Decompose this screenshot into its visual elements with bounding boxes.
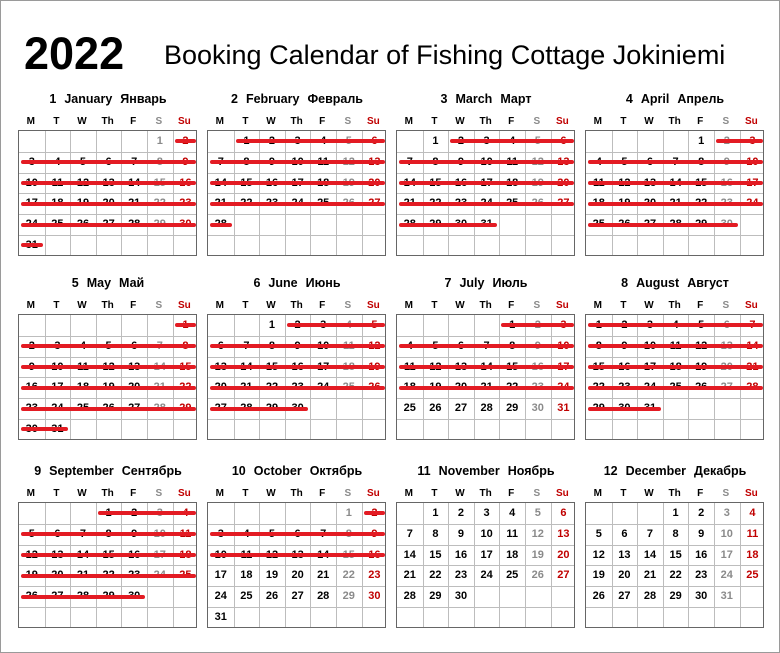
day-cell[interactable]: 19 [265, 569, 279, 582]
booked-strike [210, 344, 385, 348]
day-cell[interactable]: 10 [480, 527, 493, 540]
weekday-label: F [508, 488, 515, 499]
day-cell[interactable]: 2 [457, 507, 465, 519]
weekday-label: Th [290, 300, 303, 311]
booked-strike [236, 139, 386, 143]
booked-strike [98, 511, 196, 515]
weekday-label: M [404, 488, 413, 499]
weekday-label: Th [101, 300, 114, 311]
weekday-label: T [431, 300, 438, 311]
day-cell[interactable]: 15 [669, 548, 682, 561]
day-cell[interactable]: 20 [557, 548, 570, 561]
weekday-label: S [722, 488, 730, 499]
weekday-label: M [26, 116, 35, 127]
booked-strike [210, 532, 385, 536]
day-cell[interactable]: 29 [429, 590, 442, 603]
day-cell[interactable]: 17 [720, 548, 733, 561]
month-name-en: July [459, 276, 485, 290]
booked-strike [588, 181, 763, 185]
day-cell[interactable]: 21 [643, 569, 657, 582]
weekday-label: M [215, 116, 224, 127]
month-number: 8 [621, 276, 629, 290]
booked-strike [399, 365, 574, 369]
day-cell[interactable]: 18 [240, 569, 253, 582]
month-grid [207, 502, 386, 628]
weekday-label: Su [556, 300, 569, 311]
booked-strike [21, 243, 43, 247]
day-cell[interactable]: 28 [480, 402, 493, 415]
booked-strike [588, 202, 763, 206]
month-header [18, 92, 198, 106]
day-cell[interactable]: 30 [368, 590, 381, 603]
weekday-label: S [344, 116, 352, 127]
day-cell[interactable]: 1 [698, 135, 705, 147]
weekday-label: W [266, 488, 276, 499]
weekday-label: T [431, 116, 438, 127]
day-cell[interactable]: 18 [506, 548, 519, 561]
weekday-label: W [77, 488, 87, 499]
weekday-label: T [242, 488, 249, 499]
weekday-label: F [508, 116, 515, 127]
day-cell[interactable]: 22 [669, 569, 682, 582]
month-grid [207, 314, 386, 440]
day-cell[interactable]: 10 [720, 527, 733, 540]
booked-strike [210, 202, 385, 206]
month-name-ru: Ноябрь [507, 464, 555, 478]
month-grid [585, 314, 764, 440]
booked-strike [210, 553, 385, 557]
day-cell[interactable]: 9 [698, 527, 705, 540]
weekday-label: F [319, 300, 326, 311]
weekday-label: M [404, 116, 413, 127]
day-cell[interactable]: 23 [368, 569, 381, 582]
month-header [396, 276, 576, 290]
month-header [207, 276, 387, 290]
day-cell[interactable]: 4 [509, 507, 516, 519]
weekday-label: Th [101, 116, 114, 127]
booked-strike [21, 386, 196, 390]
month-grid [396, 314, 575, 440]
day-cell[interactable]: 31 [214, 611, 227, 623]
month-name-en: October [253, 464, 302, 478]
booked-strike [399, 181, 574, 185]
weekday-label: T [53, 488, 60, 499]
month-number: 11 [417, 464, 431, 478]
booked-strike [21, 202, 196, 206]
day-cell[interactable]: 19 [531, 548, 544, 561]
month-name-ru: Февраль [307, 92, 363, 106]
month-name-en: November [438, 464, 500, 478]
month-name-ru: Июнь [305, 276, 341, 290]
weekday-label: M [593, 488, 602, 499]
month-name-en: August [636, 276, 680, 290]
booked-strike [716, 139, 763, 143]
month-header [396, 92, 576, 106]
day-cell[interactable]: 21 [403, 569, 416, 582]
day-cell[interactable]: 28 [403, 590, 416, 603]
day-cell[interactable]: 29 [506, 402, 519, 415]
weekday-label: F [130, 116, 137, 127]
day-cell[interactable]: 28 [643, 590, 657, 603]
weekday-label: Th [479, 300, 492, 311]
day-cell[interactable]: 30 [531, 402, 544, 415]
day-cell[interactable]: 25 [403, 402, 416, 415]
day-cell[interactable]: 24 [214, 590, 227, 603]
day-cell[interactable]: 3 [483, 507, 490, 519]
month-grid [207, 130, 386, 256]
weekday-label: Th [290, 488, 303, 499]
weekday-label: S [533, 300, 541, 311]
weekday-label: W [455, 300, 465, 311]
booked-strike [588, 386, 763, 390]
weekday-label: M [215, 300, 224, 311]
weekday-label: S [344, 300, 352, 311]
weekday-label: T [620, 300, 627, 311]
booked-strike [399, 202, 574, 206]
weekday-label: Th [479, 488, 492, 499]
booked-strike [21, 344, 196, 348]
day-cell[interactable]: 16 [695, 548, 708, 561]
weekday-label: W [77, 116, 87, 127]
month-grid [18, 502, 197, 628]
weekday-label: M [26, 488, 35, 499]
month-grid [396, 502, 575, 628]
day-cell[interactable]: 20 [618, 569, 631, 582]
month-number: 4 [625, 92, 633, 106]
booked-strike [399, 223, 497, 227]
booked-strike [210, 160, 385, 164]
weekday-label: W [644, 488, 654, 499]
weekday-label: T [53, 116, 60, 127]
day-cell[interactable]: 3 [723, 507, 730, 519]
booked-strike [21, 181, 196, 185]
weekday-label: W [455, 488, 465, 499]
day-cell[interactable]: 26 [429, 402, 442, 415]
month-name-en: September [49, 464, 114, 478]
day-cell[interactable]: 26 [531, 569, 544, 582]
month-header [18, 464, 198, 478]
day-cell[interactable]: 16 [454, 548, 468, 561]
booked-strike [399, 386, 574, 390]
day-cell[interactable]: 21 [317, 569, 330, 582]
month-name-ru: Декабрь [694, 464, 747, 478]
booked-strike [588, 365, 763, 369]
weekday-label: Th [290, 116, 303, 127]
month-grid [18, 130, 197, 256]
day-cell[interactable]: 1 [156, 135, 163, 147]
weekday-label: W [77, 300, 87, 311]
day-cell[interactable]: 22 [342, 569, 355, 582]
month-header [585, 92, 765, 106]
day-cell[interactable]: 5 [595, 527, 602, 540]
booked-strike [175, 323, 197, 327]
day-cell[interactable]: 19 [592, 569, 605, 582]
year-title: 2022 [24, 28, 125, 79]
weekday-label: F [508, 300, 515, 311]
weekday-label: W [266, 116, 276, 127]
month-name-en: May [86, 276, 112, 290]
day-cell[interactable]: 27 [454, 402, 468, 415]
weekday-label: M [26, 300, 35, 311]
weekday-label: W [455, 116, 465, 127]
weekday-label: Su [367, 300, 380, 311]
weekday-label: Th [668, 300, 681, 311]
weekday-label: S [155, 300, 163, 311]
day-cell[interactable]: 17 [214, 569, 227, 582]
day-cell[interactable]: 30 [695, 590, 708, 603]
booked-strike [210, 181, 385, 185]
weekday-label: Su [745, 116, 758, 127]
month-name-ru: Январь [120, 92, 167, 106]
day-cell[interactable]: 29 [342, 590, 355, 603]
day-cell[interactable]: 11 [746, 527, 759, 540]
booked-strike [21, 160, 196, 164]
weekday-label: T [242, 116, 249, 127]
weekday-label: S [533, 116, 541, 127]
month-name-en: March [455, 92, 493, 106]
month-grid [18, 314, 197, 440]
weekday-label: W [644, 300, 654, 311]
month-name-ru: Сентябрь [121, 464, 182, 478]
weekday-label: T [53, 300, 60, 311]
month-name-en: December [625, 464, 687, 478]
month-grid [585, 130, 764, 256]
day-cell[interactable]: 12 [592, 548, 605, 561]
month-grid [396, 130, 575, 256]
booked-strike [588, 407, 661, 411]
weekday-label: F [130, 300, 137, 311]
booked-strike [210, 407, 308, 411]
month-header [396, 464, 576, 478]
day-cell[interactable]: 13 [557, 527, 570, 540]
weekday-label: T [242, 300, 249, 311]
weekday-label: Su [178, 116, 191, 127]
month-header [585, 276, 765, 290]
day-cell[interactable]: 30 [454, 590, 468, 603]
day-cell[interactable]: 8 [672, 527, 679, 540]
day-cell[interactable]: 24 [480, 569, 493, 582]
booked-strike [210, 365, 385, 369]
day-cell[interactable]: 8 [432, 527, 439, 540]
month-number: 5 [71, 276, 79, 290]
day-cell[interactable]: 25 [240, 590, 253, 603]
booked-strike [399, 160, 574, 164]
month-number: 2 [231, 92, 238, 106]
booked-strike [399, 344, 574, 348]
month-name-en: April [640, 92, 670, 106]
booked-strike [501, 323, 574, 327]
day-cell[interactable]: 20 [291, 569, 304, 582]
weekday-label: W [266, 300, 276, 311]
month-number: 3 [440, 92, 448, 106]
weekday-label: M [593, 116, 602, 127]
weekday-label: Su [745, 300, 758, 311]
weekday-label: S [722, 116, 730, 127]
booked-strike [588, 323, 763, 327]
month-number: 12 [603, 464, 618, 478]
day-cell[interactable]: 18 [746, 548, 759, 561]
day-cell[interactable]: 23 [695, 569, 708, 582]
booked-strike [210, 386, 385, 390]
booked-strike [21, 223, 196, 227]
weekday-label: Th [668, 116, 681, 127]
weekday-label: Su [367, 116, 380, 127]
day-cell[interactable]: 13 [618, 548, 631, 561]
booked-strike [450, 139, 574, 143]
booked-strike [21, 365, 196, 369]
day-cell[interactable]: 27 [291, 590, 304, 603]
weekday-label: F [697, 300, 704, 311]
booked-strike [210, 223, 232, 227]
day-cell[interactable]: 31 [720, 590, 733, 603]
weekday-label: Th [668, 488, 681, 499]
day-cell[interactable]: 26 [592, 590, 605, 603]
page-title: Booking Calendar of Fishing Cottage Jokiniemi [164, 40, 726, 70]
month-number: 10 [231, 464, 246, 478]
weekday-label: Th [479, 116, 492, 127]
month-name-ru: Май [119, 276, 145, 290]
weekday-label: Su [178, 488, 191, 499]
weekday-label: M [215, 488, 224, 499]
day-cell[interactable]: 15 [429, 548, 442, 561]
day-cell[interactable]: 7 [646, 527, 654, 540]
month-number: 1 [49, 92, 57, 106]
weekday-label: W [644, 116, 654, 127]
month-name-ru: Август [687, 276, 729, 290]
booked-strike [588, 223, 738, 227]
day-cell[interactable]: 12 [531, 527, 544, 540]
day-cell[interactable]: 17 [480, 548, 493, 561]
weekday-label: Su [556, 116, 569, 127]
month-name-en: June [268, 276, 298, 290]
booked-strike [21, 574, 196, 578]
booked-strike [21, 553, 196, 557]
day-cell[interactable]: 28 [317, 590, 330, 603]
day-cell[interactable]: 9 [457, 527, 465, 540]
month-number: 6 [253, 276, 261, 290]
weekday-label: F [697, 488, 704, 499]
booked-strike [21, 595, 145, 599]
month-grid [585, 502, 764, 628]
weekday-label: F [319, 116, 326, 127]
month-header [18, 276, 198, 290]
booked-strike [588, 344, 763, 348]
month-name-ru: Март [500, 92, 532, 106]
weekday-label: S [155, 488, 163, 499]
weekday-label: T [620, 488, 627, 499]
booked-strike [364, 511, 386, 515]
booked-strike [21, 427, 68, 431]
month-header [207, 92, 387, 106]
month-name-ru: Июль [492, 276, 528, 290]
weekday-label: F [319, 488, 326, 499]
booked-strike [21, 532, 196, 536]
day-cell[interactable]: 1 [432, 507, 439, 519]
day-cell[interactable]: 22 [429, 569, 442, 582]
day-cell[interactable]: 11 [506, 527, 518, 540]
day-cell[interactable]: 1 [432, 135, 439, 147]
day-cell[interactable]: 29 [669, 590, 682, 603]
booked-strike [287, 323, 385, 327]
weekday-label: F [697, 116, 704, 127]
day-cell[interactable]: 6 [560, 507, 567, 519]
weekday-label: M [593, 300, 602, 311]
day-cell[interactable]: 27 [618, 590, 631, 603]
month-name-ru: Апрель [677, 92, 725, 106]
weekday-label: Su [178, 300, 191, 311]
day-cell[interactable]: 5 [534, 507, 541, 519]
month-number: 9 [34, 464, 42, 478]
month-name-ru: Октябрь [309, 464, 363, 478]
month-header [585, 464, 765, 478]
day-cell[interactable]: 2 [698, 507, 705, 519]
weekday-label: Su [745, 488, 758, 499]
day-cell[interactable]: 25 [506, 569, 519, 582]
booked-strike [175, 139, 197, 143]
day-cell[interactable]: 1 [268, 319, 276, 331]
day-cell[interactable]: 14 [403, 548, 416, 561]
day-cell[interactable]: 26 [265, 590, 279, 603]
weekday-label: Su [367, 488, 380, 499]
day-cell[interactable]: 4 [749, 507, 756, 519]
weekday-label: S [344, 488, 352, 499]
day-cell[interactable]: 25 [746, 569, 759, 582]
day-cell[interactable]: 24 [720, 569, 733, 582]
weekday-label: Su [556, 488, 569, 499]
day-cell[interactable]: 27 [557, 569, 570, 582]
month-number: 7 [444, 276, 452, 290]
weekday-label: T [431, 488, 438, 499]
day-cell[interactable]: 7 [406, 527, 413, 540]
day-cell[interactable]: 1 [345, 507, 352, 519]
day-cell[interactable]: 14 [643, 548, 657, 561]
month-header [207, 464, 387, 478]
day-cell[interactable]: 31 [557, 402, 570, 415]
weekday-label: S [155, 116, 163, 127]
weekday-label: Th [101, 488, 114, 499]
day-cell[interactable]: 1 [672, 507, 679, 519]
weekday-label: S [722, 300, 730, 311]
weekday-label: T [620, 116, 627, 127]
day-cell[interactable]: 6 [621, 527, 628, 540]
weekday-label: F [130, 488, 137, 499]
day-cell[interactable]: 23 [454, 569, 468, 582]
month-name-en: January [64, 92, 113, 106]
weekday-label: M [404, 300, 413, 311]
month-name-en: February [245, 92, 300, 106]
booked-strike [21, 407, 196, 411]
weekday-label: S [533, 488, 541, 499]
booked-strike [588, 160, 763, 164]
